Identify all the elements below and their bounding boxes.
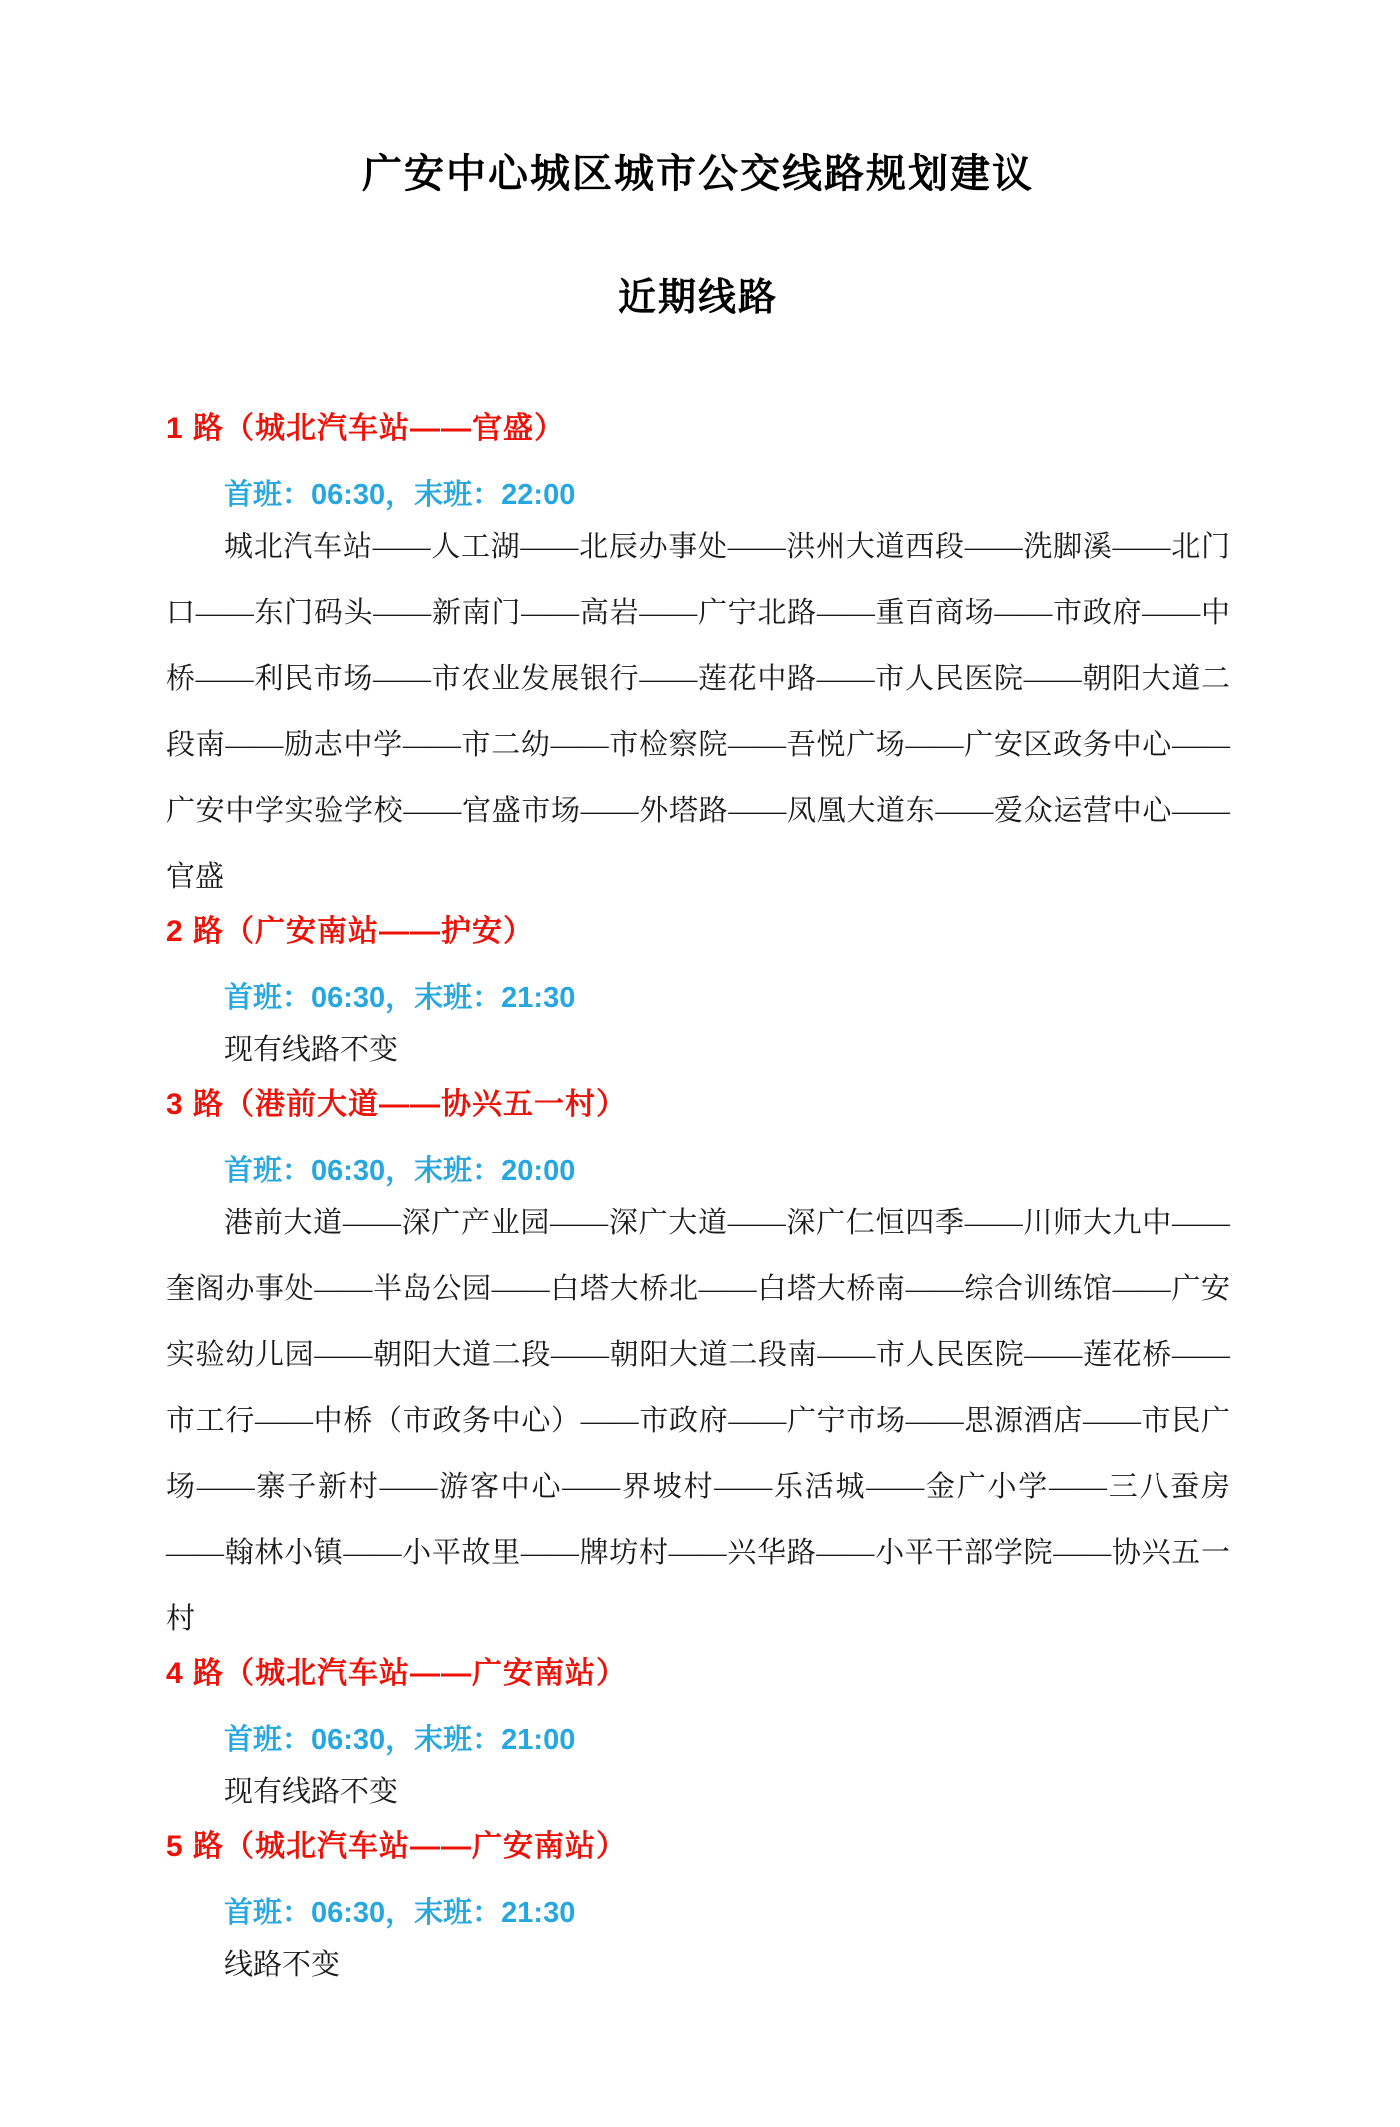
route-1-heading: 1 路（城北汽车站——官盛） (166, 412, 566, 445)
route-3-heading: 3 路（港前大道——协兴五一村） (166, 1088, 628, 1121)
route-1-stops: 城北汽车站——人工湖——北辰办事处——洪州大道西段——洗脚溪——北门口——东门码头——新南门——高岩——广宁北路——重百商场——市政府——中桥——利民市场——市农业发展银行——莲花中路——市人民医院——朝阳大道二段南——励志中学——市二幼——市检察院——吾悦广场——广安区政务中心——广安中学实验学校——官盛市场——外塔路——凤凰大道东——爱众运营中心——官盛 (166, 531, 1230, 893)
route-1-schedule: 首班：06:30，末班：22:00 (224, 479, 576, 511)
route-section-4 (166, 1654, 1230, 1825)
document-title: 广安中心城区城市公交线路规划建议 (362, 152, 1034, 196)
route-section-3 (166, 1085, 1230, 1652)
route-5-stops: 线路不变 (224, 1949, 341, 1981)
route-4-heading: 4 路（城北汽车站——广安南站） (166, 1657, 628, 1690)
route-section-1 (166, 409, 1230, 910)
route-3-stops: 港前大道——深广产业园——深广大道——深广仁恒四季——川师大九中——奎阁办事处——半岛公园——白塔大桥北——白塔大桥南——综合训练馆——广安实验幼儿园——朝阳大道二段——朝阳大道二段南——市人民医院——莲花桥——市工行——中桥（市政务中心）——市政府——广宁市场——思源酒店——市民广场——寨子新村——游客中心——界坡村——乐活城——金广小学——三八蚕房——翰林小镇——小平故里——牌坊村——兴华路——小平干部学院——协兴五一村 (166, 1207, 1230, 1635)
route-section-5 (166, 1827, 1230, 1998)
route-2-schedule: 首班：06:30，末班：21:30 (224, 982, 576, 1014)
route-2-heading: 2 路（广安南站——护安） (166, 915, 535, 948)
route-5-schedule: 首班：06:30，末班：21:30 (224, 1897, 576, 1929)
route-3-schedule: 首班：06:30，末班：20:00 (224, 1155, 576, 1187)
route-4-stops: 现有线路不变 (224, 1776, 399, 1808)
route-5-heading: 5 路（城北汽车站——广安南站） (166, 1830, 628, 1863)
document-subtitle: 近期线路 (617, 277, 778, 319)
route-4-schedule: 首班：06:30，末班：21:00 (224, 1724, 576, 1756)
route-section-2 (166, 912, 1230, 1083)
route-2-stops: 现有线路不变 (224, 1034, 399, 1066)
document-page (0, 148, 1400, 2127)
route-list (166, 409, 1230, 1998)
